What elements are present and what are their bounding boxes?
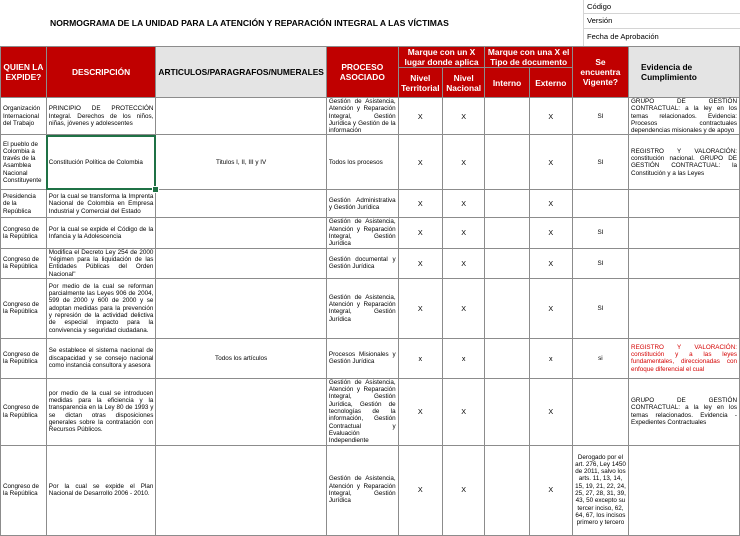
cell-vigente[interactable]: si <box>572 338 628 378</box>
cell-externo[interactable]: x <box>529 338 572 378</box>
cell-quien-expide[interactable]: Congreso de la República <box>1 445 47 535</box>
cell-evidencia[interactable]: GRUPO DE GESTIÓN CONTRACTUAL: a la ley en los temas relacionados. Evidencia -Expedientes Contractuales <box>629 378 740 445</box>
cell-nivel-territorial[interactable]: X <box>398 135 442 190</box>
col-nivel-nacional[interactable]: Nivel Nacional <box>442 68 484 98</box>
cell-quien-expide[interactable]: Congreso de la República <box>1 218 47 248</box>
cell-vigente[interactable]: SI <box>572 218 628 248</box>
codigo-label: Código <box>587 2 612 11</box>
cell-evidencia[interactable] <box>629 445 740 535</box>
table-row <box>1 445 740 535</box>
cell-interno[interactable] <box>485 378 529 445</box>
cell-interno[interactable] <box>485 248 529 278</box>
cell-interno[interactable] <box>485 278 529 338</box>
table-row <box>1 278 740 338</box>
grid-line <box>583 28 740 29</box>
cell-evidencia[interactable]: REGISTRO Y VALORACIÓN: constitución y a las leyes fundamentales, direccionadas con enfoque diferencial el cual <box>629 338 740 378</box>
cell-nivel-territorial[interactable]: X <box>398 190 442 218</box>
cell-vigente[interactable] <box>572 378 628 445</box>
cell-nivel-territorial[interactable]: x <box>398 338 442 378</box>
cell-interno[interactable] <box>485 98 529 135</box>
cell-evidencia[interactable] <box>629 248 740 278</box>
cell-nivel-territorial[interactable]: X <box>398 378 442 445</box>
cell-proceso[interactable]: Gestión de Asistencia, Atención y Reparación Integral, Gestión Jurídica <box>326 218 398 248</box>
col-nivel-territorial[interactable]: Nivel Territorial <box>398 68 442 98</box>
cell-nivel-nacional[interactable]: X <box>442 98 484 135</box>
cell-externo[interactable]: X <box>529 135 572 190</box>
table-row <box>1 378 740 445</box>
cell-nivel-nacional[interactable]: X <box>442 278 484 338</box>
table-row <box>1 190 740 218</box>
cell-descripcion[interactable]: por medio de la cual se introducen medidas para la eficiencia y la transparencia en la Ley 80 de 1993 y se dictan otras disposiciones generales sobre la contratación con Recursos Públicos. <box>46 378 156 445</box>
cell-articulos[interactable]: Todos los artículos <box>156 338 326 378</box>
cell-nivel-nacional[interactable]: x <box>442 338 484 378</box>
col-interno[interactable]: Interno <box>485 68 529 98</box>
document-title: NORMOGRAMA DE LA UNIDAD PARA LA ATENCIÓN Y REPARACIÓN INTEGRAL A LAS VÍCTIMAS <box>50 18 449 28</box>
cell-proceso[interactable]: Gestión de Asistencia, Atención y Reparación Integral, Gestión Jurídica <box>326 445 398 535</box>
cell-quien-expide[interactable]: Organización Internacional del Trabajo <box>1 98 47 135</box>
cell-quien-expide[interactable]: Presidencia de la República <box>1 190 47 218</box>
col-vigente[interactable]: Se encuentra Vigente? <box>572 47 628 98</box>
cell-evidencia[interactable] <box>629 218 740 248</box>
cell-nivel-nacional[interactable]: X <box>442 190 484 218</box>
cell-nivel-nacional[interactable]: X <box>442 218 484 248</box>
cell-vigente[interactable]: SI <box>572 98 628 135</box>
col-descripcion[interactable]: DESCRIPCIÓN <box>46 47 156 98</box>
col-externo[interactable]: Externo <box>529 68 572 98</box>
cell-proceso[interactable]: Gestión Administrativa y Gestión Jurídica <box>326 190 398 218</box>
cell-descripcion[interactable]: Se establece el sistema nacional de discapacidad y se consejo nacional como instancia consultora y asesora <box>46 338 156 378</box>
cell-proceso[interactable]: Gestión documental y Gestión Jurídica <box>326 248 398 278</box>
cell-nivel-nacional[interactable]: X <box>442 378 484 445</box>
cell-evidencia[interactable] <box>629 190 740 218</box>
version-label: Versión <box>587 16 613 25</box>
table-row <box>1 218 740 248</box>
table-row <box>1 98 740 135</box>
cell-externo[interactable]: X <box>529 218 572 248</box>
cell-articulos[interactable] <box>156 248 326 278</box>
cell-quien-expide[interactable]: Congreso de la República <box>1 248 47 278</box>
cell-externo[interactable]: X <box>529 445 572 535</box>
cell-articulos[interactable] <box>156 190 326 218</box>
cell-externo[interactable]: X <box>529 278 572 338</box>
cell-articulos[interactable] <box>156 98 326 135</box>
cell-descripcion[interactable]: PRINCIPIO DE PROTECCIÓN Integral. Derechos de los niños, niñas, jóvenes y adolescentes <box>46 98 156 135</box>
cell-descripcion[interactable]: Por medio de la cual se reforman parcialmente las Leyes 906 de 2004, 599 de 2000 y 600 de 2000 y se adoptan medidas para la prevención y represión de la actividad delictiva de especial impacto para la convivencia y seguridad ciudadana. <box>46 278 156 338</box>
cell-vigente[interactable]: SI <box>572 135 628 190</box>
cell-interno[interactable] <box>485 445 529 535</box>
cell-quien-expide[interactable]: Congreso de la República <box>1 338 47 378</box>
table-row <box>1 135 740 190</box>
col-lugar-aplica[interactable]: Marque con un X lugar donde aplica <box>398 47 485 68</box>
col-evidencia[interactable]: Evidencia de Cumplimiento <box>629 47 740 98</box>
cell-interno[interactable] <box>485 218 529 248</box>
grid-line <box>583 0 584 46</box>
col-quien-expide[interactable]: QUIEN LA EXPIDE? <box>1 47 47 98</box>
cell-descripcion[interactable]: Por la cual se expide el Plan Nacional de Desarrollo 2006 - 2010. <box>46 445 156 535</box>
cell-externo[interactable]: X <box>529 98 572 135</box>
cell-proceso[interactable]: Gestión de Asistencia, Atención y Reparación Integral, Gestión Jurídica y Gestión de la información <box>326 98 398 135</box>
cell-interno[interactable] <box>485 190 529 218</box>
cell-descripcion[interactable]: Por la cual se expide el Código de la Infancia y la Adolescencia <box>46 218 156 248</box>
cell-externo[interactable]: X <box>529 378 572 445</box>
cell-nivel-territorial[interactable]: X <box>398 445 442 535</box>
cell-externo[interactable]: X <box>529 248 572 278</box>
cell-articulos[interactable] <box>156 445 326 535</box>
cell-descripcion[interactable]: Por la cual se transforma la Imprenta Nacional de Colombia en Empresa Industrial y Comercial del Estado <box>46 190 156 218</box>
table-row <box>1 338 740 378</box>
cell-descripcion[interactable]: Constitución Política de Colombia <box>46 135 156 190</box>
normograma-table <box>0 46 740 536</box>
cell-proceso[interactable]: Procesos Misionales y Gestión Jurídica <box>326 338 398 378</box>
cell-descripcion[interactable]: Modifica el Decreto Ley 254 de 2000 "régimen para la liquidación de las Entidades Públicas del Orden Nacional" <box>46 248 156 278</box>
grid-line <box>583 13 740 14</box>
cell-proceso[interactable]: Todos los procesos <box>326 135 398 190</box>
fecha-aprobacion-label: Fecha de Aprobación <box>587 32 659 41</box>
cell-quien-expide[interactable]: El pueblo de Colombia a través de la Asamblea Nacional Constituyente <box>1 135 47 190</box>
cell-evidencia[interactable]: GRUPO DE GESTIÓN CONTRACTUAL: a la ley en los temas relacionados. Evidencia: Procesos contractuales dependencias misionales y de apoyo <box>629 98 740 135</box>
fill-handle[interactable] <box>152 186 159 193</box>
cell-nivel-territorial[interactable]: X <box>398 218 442 248</box>
cell-nivel-nacional[interactable]: X <box>442 248 484 278</box>
cell-interno[interactable] <box>485 338 529 378</box>
cell-externo[interactable]: X <box>529 190 572 218</box>
cell-nivel-nacional[interactable]: X <box>442 445 484 535</box>
cell-vigente[interactable]: Derogado por el art. 276, Ley 1450 de 2011, salvo los arts. 11, 13, 14, 15, 19, 21, 22, 24, 25, 27, 28, 31, 39, 43, 50 excepto su tercer inciso, 62, 64, 67, los incisos primero y tercero <box>572 445 628 535</box>
cell-quien-expide[interactable]: Congreso de la República <box>1 278 47 338</box>
cell-articulos[interactable] <box>156 378 326 445</box>
cell-nivel-nacional[interactable]: X <box>442 135 484 190</box>
cell-proceso[interactable]: Gestión de Asistencia, Atención y Reparación Integral, Gestión Jurídica, Gestión de tecnologías de la información, Gestión Contractual y Evaluación Independiente <box>326 378 398 445</box>
cell-interno[interactable] <box>485 135 529 190</box>
cell-articulos[interactable] <box>156 218 326 248</box>
cell-nivel-territorial[interactable]: X <box>398 248 442 278</box>
col-proceso-asociado[interactable]: PROCESO ASOCIADO <box>326 47 398 98</box>
cell-nivel-territorial[interactable]: X <box>398 98 442 135</box>
cell-vigente[interactable]: SI <box>572 278 628 338</box>
cell-nivel-territorial[interactable]: X <box>398 278 442 338</box>
cell-vigente[interactable] <box>572 190 628 218</box>
cell-articulos[interactable]: Titulos I, II, III y IV <box>156 135 326 190</box>
col-articulos[interactable]: ARTICULOS/PARAGRAFOS/NUMERALES <box>156 47 326 98</box>
cell-articulos[interactable] <box>156 278 326 338</box>
col-tipo-documento[interactable]: Marque con una X el Tipo de documento <box>485 47 572 68</box>
cell-evidencia[interactable] <box>629 278 740 338</box>
table-row <box>1 248 740 278</box>
cell-vigente[interactable]: SI <box>572 248 628 278</box>
cell-proceso[interactable]: Gestión de Asistencia, Atención y Reparación Integral, Gestión Jurídica <box>326 278 398 338</box>
cell-quien-expide[interactable]: Congreso de la República <box>1 378 47 445</box>
cell-evidencia[interactable]: REGISTRO Y VALORACIÓN: constitución nacional. GRUPO DE GESTIÓN CONTRACTUAL: la Constitución y a las Leyes <box>629 135 740 190</box>
